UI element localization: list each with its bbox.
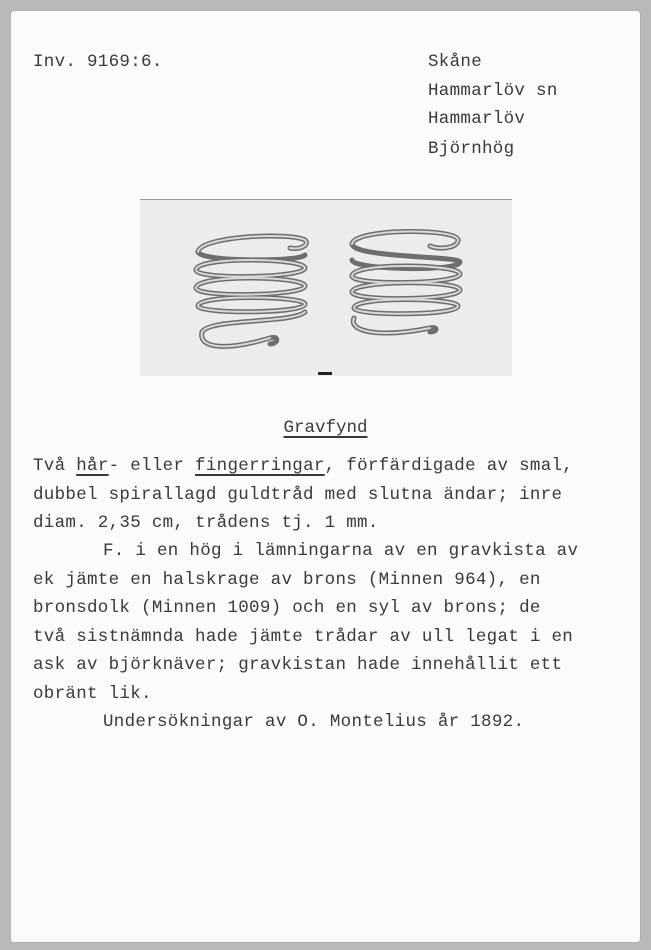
- location-site: Björnhög: [428, 139, 515, 159]
- left-spiral-ring: [196, 236, 306, 346]
- section-heading: [0, 418, 651, 438]
- find-context-line-3: bronsdolk (Minnen 1009) och en syl av brons; de: [33, 598, 541, 618]
- description-line-3: diam. 2,35 cm, trådens tj. 1 mm.: [33, 513, 379, 533]
- spiral-rings-image: [140, 200, 512, 376]
- heading-text: Gravfynd: [283, 418, 368, 438]
- underlined-term-fingerringar: fingerringar: [195, 456, 325, 476]
- right-spiral-ring: [352, 231, 460, 333]
- find-context-line-4: två sistnämnda hade jämte trådar av ull legat i en: [33, 627, 574, 647]
- text-segment: Två: [33, 456, 77, 476]
- text-segment: - eller: [108, 456, 196, 476]
- text-segment: , förfärdigade av smal,: [324, 456, 574, 476]
- find-context-line-2: ek jämte en halskrage av brons (Minnen 964), en: [33, 570, 541, 590]
- description-line-1: [33, 458, 573, 476]
- find-context-line-6: obränt lik.: [33, 684, 152, 704]
- find-context-line-5: ask av björknäver; gravkistan hade innehållit ett: [33, 655, 563, 675]
- location-parish: Hammarlöv sn: [428, 81, 558, 101]
- scale-mark: [318, 372, 332, 375]
- find-context-line-1: F. i en hög i lämningarna av en gravkista av: [103, 541, 579, 561]
- catalog-card: [11, 11, 640, 942]
- location-place: Hammarlöv: [428, 109, 526, 129]
- excavation-note: Undersökningar av O. Montelius år 1892.: [103, 712, 525, 732]
- artifact-photo: [140, 199, 512, 376]
- inventory-number: Inv. 9169:6.: [33, 52, 163, 72]
- description-line-2: dubbel spirallagd guldtråd med slutna ändar; inre: [33, 485, 563, 505]
- underlined-term-har: hår: [76, 456, 109, 476]
- location-province: Skåne: [428, 52, 483, 72]
